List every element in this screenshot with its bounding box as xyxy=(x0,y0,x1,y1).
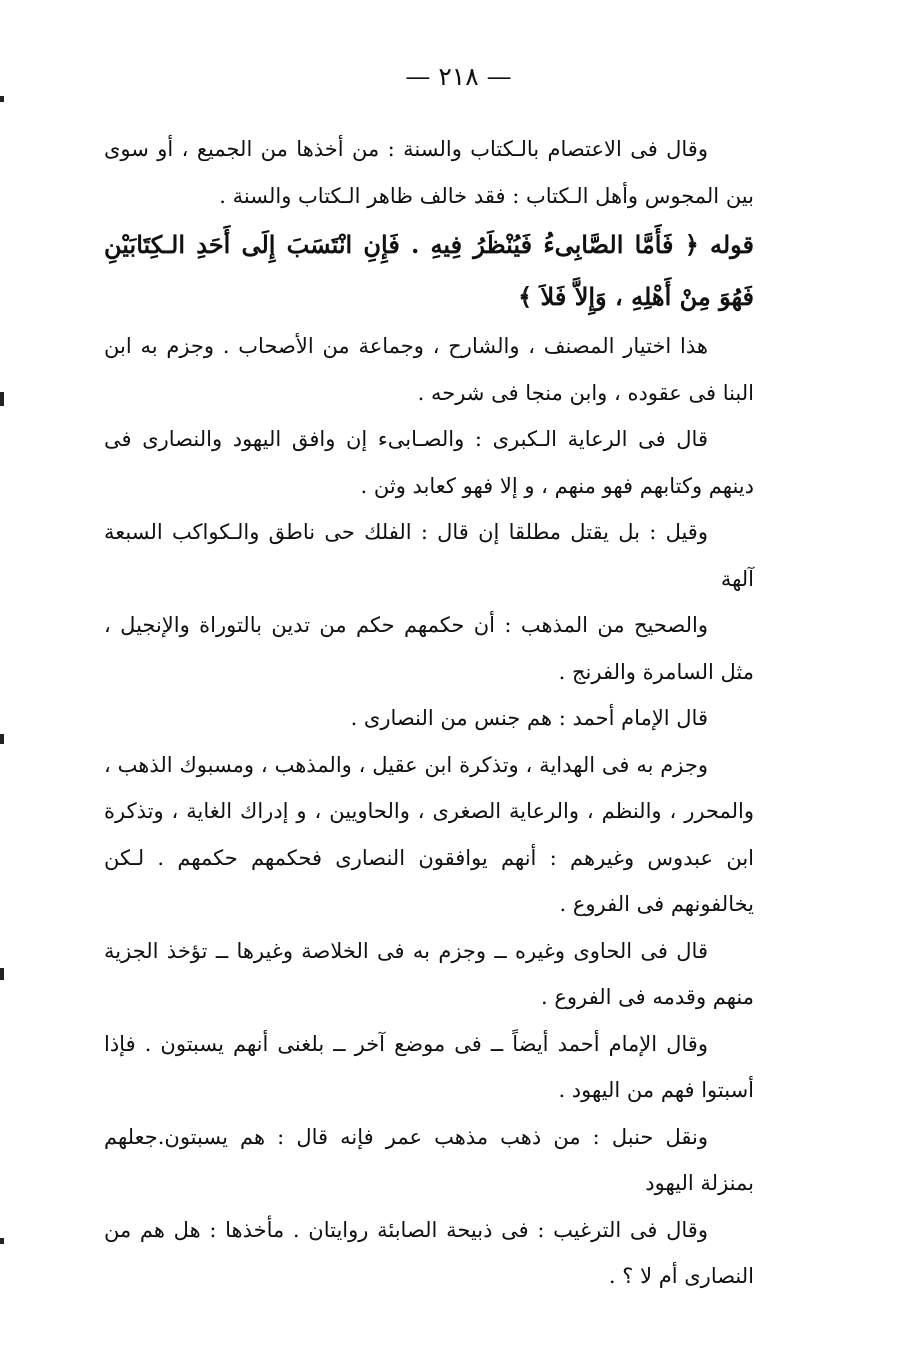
paragraph: قال فى الرعاية الـكبرى : والصـابىء إن وافق اليهود والنصارى فى دينهم وكتابهم فهو منهم ، و إلا فهو كعابد وثن . xyxy=(104,427,754,498)
scan-edge-mark xyxy=(0,968,4,980)
paragraph: وقيل : بل يقتل مطلقا إن قال : الفلك حى ناطق والـكواكب السبعة آلهة xyxy=(104,520,754,591)
paragraph: والصحيح من المذهب : أن حكمهم حكم من تدين بالتوراة والإنجيل ، مثل السامرة والفرنج . xyxy=(104,613,754,684)
paragraph: وقال الإمام أحمد أيضاً ــ فى موضع آخر ــ بلغنى أنهم يسبتون . فإذا أسبتوا فهم من اليهود . xyxy=(104,1031,754,1102)
page-number: — ٢١٨ — xyxy=(405,62,512,91)
paragraph: قال الإمام أحمد : هم جنس من النصارى . xyxy=(350,706,708,730)
paragraph: وقال فى الاعتصام بالـكتاب والسنة : من أخذها من الجميع ، أو سوى بين المجوس وأهل الـكتاب : فقد خالف ظاهر الـكتاب والسنة . xyxy=(104,137,754,208)
scan-edge-mark xyxy=(0,734,4,744)
scan-edge-mark xyxy=(0,1238,4,1244)
paragraph: قال فى الحاوى وغيره ــ وجزم به فى الخلاصة وغيرها ــ تؤخذ الجزية منهم وقدمه فى الفروع . xyxy=(104,938,754,1009)
scan-edge-mark xyxy=(0,96,4,102)
paragraph: ونقل حنبل : من ذهب مذهب عمر فإنه قال : هم يسبتون.جعلهم بمنزلة اليهود xyxy=(104,1124,754,1195)
paragraph: وجزم به فى الهداية ، وتذكرة ابن عقيل ، والمذهب ، ومسبوك الذهب ، والمحرر ، والنظم ، والرعاية الصغرى ، والحاويين ، و إدراك الغاية ، وتذكرة ابن عبدوس وغيرهم : أنهم يوافقون النصارى فحكمهم حكمهم . لـكن يخالفونهم فى الفروع . xyxy=(104,752,754,916)
page-body xyxy=(104,126,754,1300)
scan-edge-mark xyxy=(0,392,4,406)
paragraph: وقال فى الترغيب : فى ذبيحة الصابئة روايتان . مأخذها : هل هم من النصارى أم لا ؟ . xyxy=(104,1217,754,1288)
paragraph: هذا اختيار المصنف ، والشارح ، وجماعة من الأصحاب . وجزم به ابن البنا فى عقوده ، وابن منجا فى شرحه . xyxy=(104,334,754,405)
quoted-text: قوله ﴿ فَأَمَّا الصَّابِىءُ فَيُنْظَرُ فِيهِ . فَإِنِ انْتَسَبَ إِلَى أَحَدِ الـكِتَابَيْنِ فَهُوَ مِنْ أَهْلِهِ ، وَإِلاَّ فَلاَ ﴾ xyxy=(104,230,754,311)
